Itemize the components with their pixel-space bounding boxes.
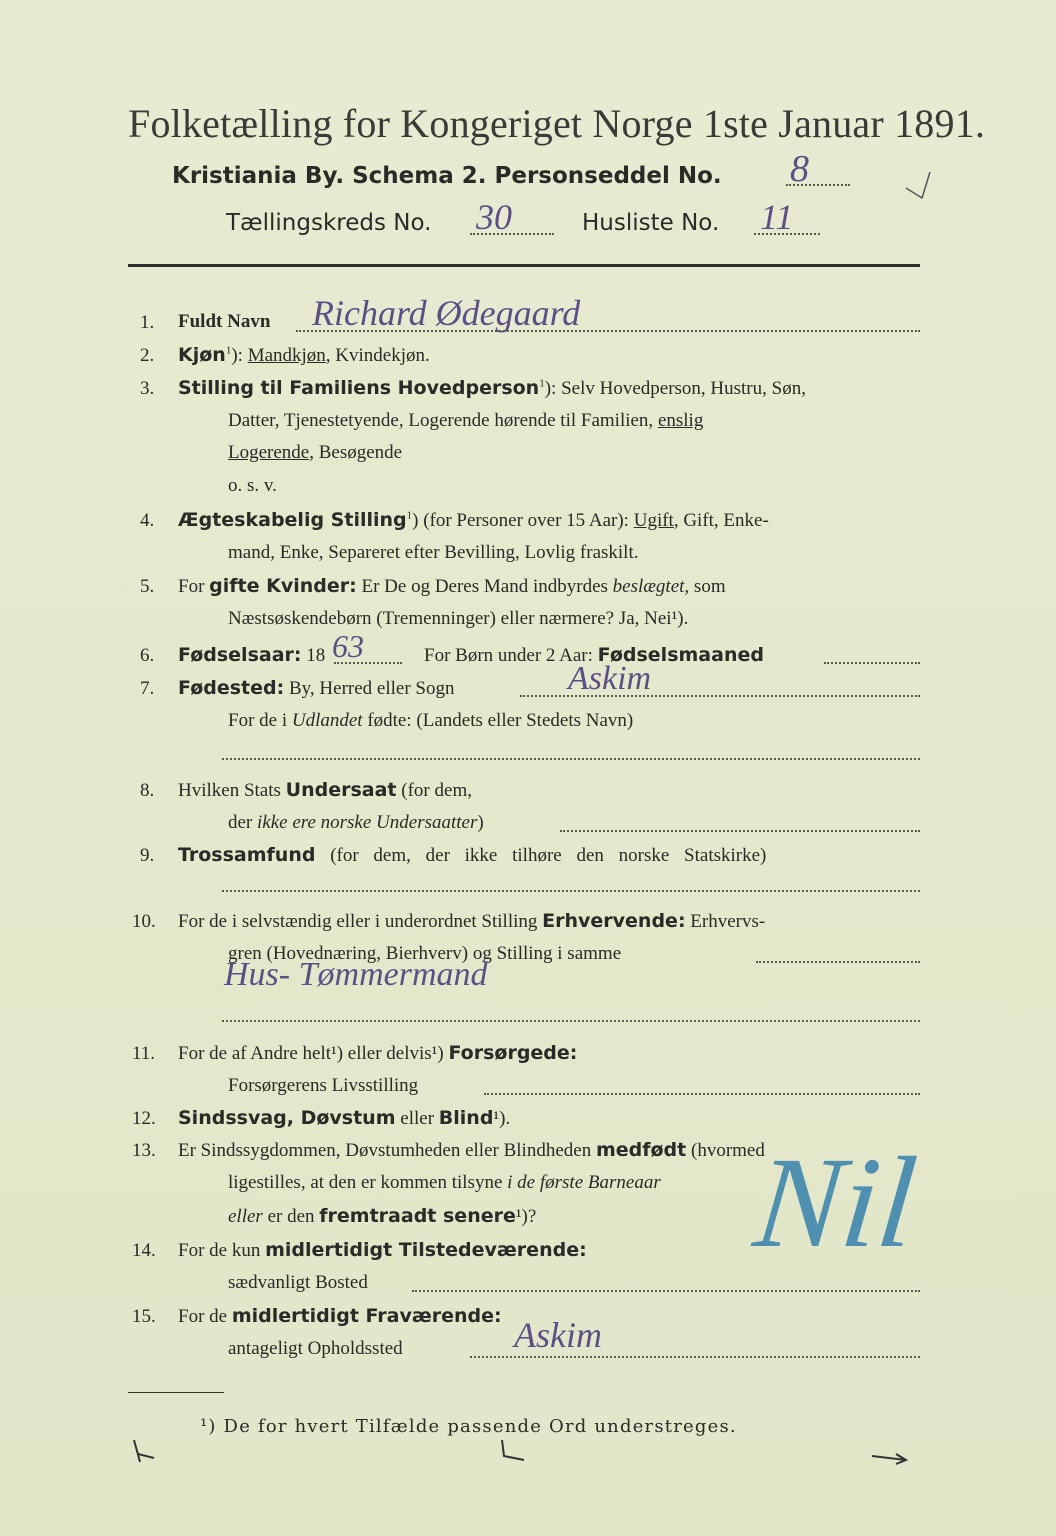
field-14-line1 — [178, 1239, 587, 1262]
field-2-label: Kjøn — [178, 344, 226, 366]
field-6-number: 6. — [140, 645, 155, 666]
field-10-line2: gren (Hovednæring, Bierhverv) og Stilling i samme — [228, 943, 622, 964]
field-15-line1 — [178, 1305, 502, 1328]
field-13-l3-label: fremtraadt senere — [319, 1205, 516, 1227]
footnote-rule — [128, 1392, 224, 1393]
field-8-line1 — [178, 779, 472, 802]
husliste-no: 11 — [760, 197, 794, 237]
field-2-number: 2. — [140, 345, 155, 366]
field-12-number: 12. — [132, 1108, 156, 1129]
field-11-line2: Forsørgerens Livsstilling — [228, 1075, 419, 1096]
field-3-number: 3. — [140, 378, 155, 399]
field-6-dots2 — [824, 662, 920, 664]
personseddel-dots — [786, 184, 850, 186]
nil-mark: Nil — [748, 1131, 923, 1275]
field-12-text-b: ¹). — [493, 1108, 511, 1129]
field-4-line2: mand, Enke, Separeret efter Bevilling, Lovlig fraskilt. — [228, 542, 639, 563]
field-2-text-b: , Kvindekjøn. — [325, 345, 430, 366]
field-13-line3 — [228, 1205, 536, 1228]
header-rule — [128, 264, 920, 267]
field-7-number: 7. — [140, 678, 155, 699]
field-3-line2 — [228, 410, 703, 432]
field-7-text: By, Herred eller Sogn — [284, 678, 455, 699]
husliste-dots — [754, 233, 820, 235]
field-13-l2-a: ligestilles, at den er kommen tilsyne — [228, 1172, 508, 1193]
field-3-text: ): Selv Hovedperson, Hustru, Søn, — [544, 378, 806, 399]
field-6-prefix: 18 — [301, 645, 326, 666]
field-15-value: Askim — [514, 1315, 602, 1355]
field-14-number: 14. — [132, 1240, 156, 1261]
field-2-mandkjon: Mandkjøn — [247, 345, 326, 366]
field-13-eller: eller — [228, 1206, 263, 1227]
field-14-text-a: For de kun — [178, 1240, 266, 1261]
field-11-line1 — [178, 1042, 577, 1065]
field-13-text-a: Er Sindssygdommen, Døvstumheden eller Blindheden — [178, 1140, 596, 1161]
field-7-dots2 — [222, 758, 920, 760]
field-1-value: Richard Ødegaard — [312, 293, 581, 333]
field-3-logerende: Logerende — [228, 442, 310, 463]
field-9-number: 9. — [140, 845, 155, 866]
field-14-line2: sædvanligt Bosted — [228, 1272, 368, 1293]
field-1-dots — [296, 330, 920, 332]
field-5-text-c: som — [689, 576, 726, 597]
corner-mark-left — [130, 1436, 160, 1466]
field-6-label2: Fødselsmaaned — [597, 644, 764, 666]
field-4-number: 4. — [140, 510, 155, 531]
field-10-value: Hus- Tømmermand — [224, 956, 488, 993]
field-8-line2 — [228, 812, 484, 834]
field-14-label: midlertidigt Tilstedeværende: — [265, 1239, 587, 1261]
field-13-line2 — [228, 1172, 661, 1194]
field-6-line — [178, 644, 325, 667]
field-6-value: 63 — [332, 628, 364, 664]
field-6-text-b: For Børn under 2 Aar: — [424, 645, 598, 666]
field-7-label: Fødested: — [178, 677, 285, 699]
field-4-text-a: ) (for Personer over 15 Aar): — [412, 510, 634, 531]
field-8-dots — [560, 830, 920, 832]
field-4-line1: Ægteskabelig Stilling$^1$) (for Personer over 15 Aar): Ugift, Gift, Enke- — [178, 509, 769, 531]
field-4-ugift: Ugift — [633, 510, 674, 531]
field-10-dots2 — [222, 1020, 920, 1022]
field-4-label: Ægteskabelig Stilling — [178, 509, 407, 531]
field-11-text-a: For de af Andre helt¹) eller delvis¹) — [178, 1043, 449, 1064]
field-10-label: Erhvervende: — [542, 910, 686, 932]
corner-mark-right — [870, 1448, 910, 1468]
field-8-text-a: Hvilken Stats — [178, 780, 286, 801]
field-1-number: 1. — [140, 312, 155, 333]
corner-mark-center — [496, 1436, 530, 1464]
field-6-dots — [334, 662, 402, 664]
field-11-label: Forsørgede: — [448, 1042, 578, 1064]
field-13-barneaar: i de første Barneaar — [507, 1172, 661, 1193]
field-8-text-b: (for dem, — [396, 780, 472, 801]
field-7-udlandet: Udlandet — [291, 710, 363, 731]
header-line2 — [172, 163, 722, 189]
taellingskreds-dots — [470, 233, 554, 235]
field-13-l3-b: ¹)? — [515, 1206, 537, 1227]
footnote: ¹) De for hvert Tilfælde passende Ord understreges. — [200, 1416, 737, 1437]
field-12-line — [178, 1107, 510, 1130]
field-5-line2: Næstsøskendebørn (Tremenninger) eller nærmere? Ja, Nei¹). — [228, 608, 689, 629]
husliste-label: Husliste No. — [582, 210, 720, 236]
field-8-label: Undersaat — [285, 779, 397, 801]
field-6-label: Fødselsaar: — [178, 644, 302, 666]
field-3-l2-text: Datter, Tjenestetyende, Logerende hørende til Familien, — [228, 410, 658, 431]
field-3-line1: Stilling til Familiens Hovedperson$^1$): Selv Hovedperson, Hustru, Søn, — [178, 377, 806, 399]
field-10-text-b: Erhvervs- — [685, 911, 766, 932]
field-13-line1 — [178, 1139, 765, 1162]
field-10-text-a: For de i selvstændig eller i underordnet Stilling — [178, 911, 543, 932]
field-8-ikke: ikke ere norske Undersaatter — [257, 812, 478, 833]
field-9-line — [178, 844, 766, 867]
field-5-number: 5. — [140, 576, 155, 597]
personseddel-no: 8 — [790, 148, 809, 190]
form-title: Folketælling for Kongeriget Norge 1ste Januar 1891. — [128, 101, 986, 146]
field-5-beslaegtet: beslægtet, — [612, 576, 690, 597]
field-7-value: Askim — [568, 660, 652, 697]
field-7-line2 — [228, 710, 633, 732]
field-14-dots — [412, 1290, 920, 1292]
field-13-l3-a: er den — [262, 1206, 320, 1227]
field-9-label: Trossamfund — [178, 844, 316, 866]
field-11-dots — [484, 1093, 920, 1095]
taellingskreds-label: Tællingskreds No. — [226, 210, 432, 236]
field-3-l3-text: , Besøgende — [309, 442, 403, 463]
field-1-label: Fuldt Navn — [178, 311, 271, 332]
field-13-number: 13. — [132, 1140, 156, 1161]
field-8-number: 8. — [140, 780, 155, 801]
field-8-l2-a: der — [228, 812, 258, 833]
field-5-label: gifte Kvinder: — [209, 575, 357, 597]
field-7-l2-b: fødte: (Landets eller Stedets Navn) — [362, 710, 634, 731]
field-5-text-b: Er De og Deres Mand indbyrdes — [356, 576, 613, 597]
field-7-l2-a: For de i — [228, 710, 292, 731]
check-mark — [900, 168, 940, 208]
field-15-number: 15. — [132, 1306, 156, 1327]
header-line2-text: Kristiania By. Schema 2. Personseddel No. — [172, 163, 722, 189]
field-10-dots — [756, 961, 920, 963]
field-2-text-a: ): — [231, 345, 248, 366]
field-4-text-b: , Gift, Enke- — [673, 510, 769, 531]
field-9-dots — [222, 890, 920, 892]
field-12-label2: Blind — [438, 1107, 494, 1129]
field-3-label: Stilling til Familiens Hovedperson — [178, 377, 540, 399]
field-10-number: 10. — [132, 911, 156, 932]
field-2-line: Kjøn$^1$): Mandkjøn, Kvindekjøn. — [178, 344, 430, 366]
field-3-line4: o. s. v. — [228, 475, 277, 496]
field-15-line2: antageligt Opholdssted — [228, 1338, 403, 1359]
field-9-text: (for dem, der ikke tilhøre den norske Statskirke) — [315, 845, 767, 866]
field-12-label: Sindssvag, Døvstum — [178, 1107, 396, 1129]
field-3-line3 — [228, 442, 402, 464]
field-5-text-a: For — [178, 576, 210, 597]
field-13-text-b: (hvormed — [686, 1140, 765, 1161]
field-5-line1 — [178, 575, 726, 598]
field-15-dots — [470, 1356, 920, 1358]
field-7-line1 — [178, 677, 454, 700]
field-8-l2-b: ) — [477, 812, 484, 833]
field-15-label: midlertidigt Fraværende: — [231, 1305, 502, 1327]
field-3-enslig: enslig — [657, 410, 704, 431]
field-11-number: 11. — [132, 1043, 156, 1064]
field-10-line1 — [178, 910, 765, 933]
field-13-label: medfødt — [595, 1139, 687, 1161]
taellingskreds-no: 30 — [476, 197, 512, 237]
field-7-dots — [520, 695, 920, 697]
field-15-text-a: For de — [178, 1306, 232, 1327]
field-12-text-a: eller — [395, 1108, 439, 1129]
